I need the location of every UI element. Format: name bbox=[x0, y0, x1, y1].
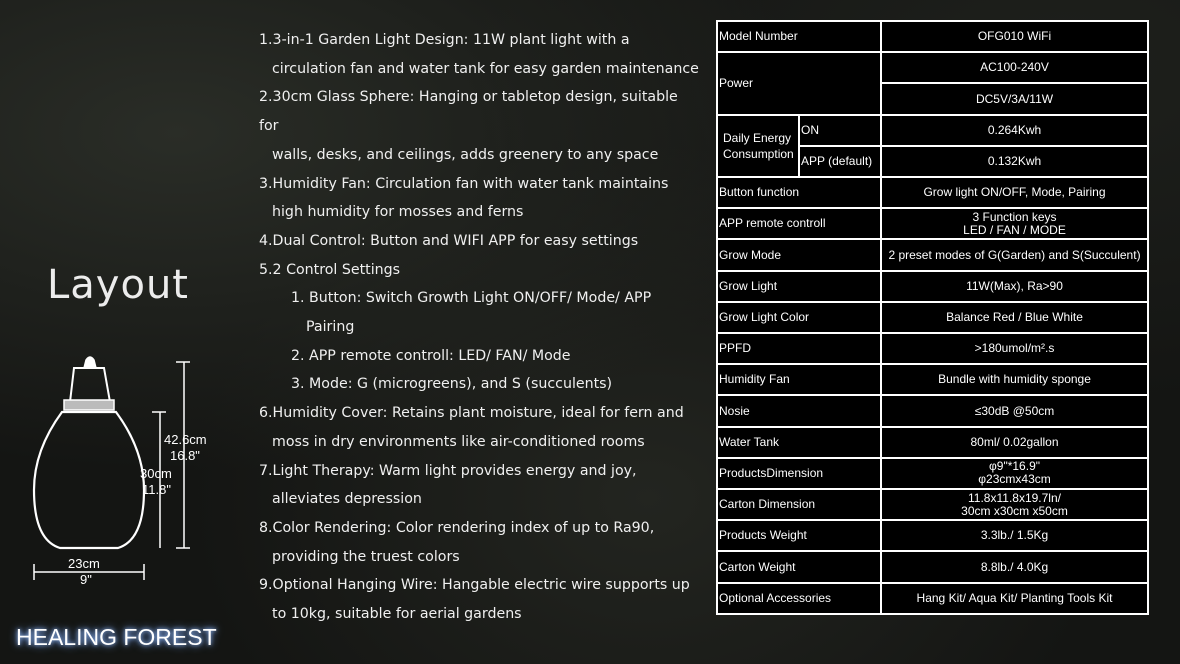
table-row: DC5V/3A/11W bbox=[717, 83, 1148, 114]
product-dimension-diagram bbox=[20, 350, 220, 590]
sub-feature-item-1: 1. Button: Switch Growth Light ON/OFF/ Mode/ APP Pairing bbox=[291, 290, 652, 336]
feature-item-5: 5.2 Control Settings bbox=[259, 261, 401, 278]
lamp-collar-shape bbox=[64, 400, 114, 410]
feature-item-7: 7.Light Therapy: Warm light provides energy and joy, alleviates depression bbox=[259, 462, 637, 508]
lamp-hook-shape bbox=[84, 357, 96, 368]
table-row: Carton Weight 8.8lb./ 4.0Kg bbox=[717, 551, 1148, 582]
table-row: Power AC100-240V bbox=[717, 52, 1148, 83]
feature-item-2: 2.30cm Glass Sphere: Hanging or tabletop design, suitable for walls, desks, and ceilings, adds greenery to any space bbox=[259, 89, 678, 163]
table-row: Model Number OFG010 WiFi bbox=[717, 21, 1148, 52]
layout-heading: Layout bbox=[47, 262, 189, 308]
table-row: APP remote controll 3 Function keys LED / FAN / MODE bbox=[717, 208, 1148, 239]
sphere-height-cm-label: 30cm bbox=[140, 466, 172, 481]
width-cm-label: 23cm bbox=[68, 556, 100, 571]
table-row: Grow Mode 2 preset modes of G(Garden) and S(Succulent) bbox=[717, 239, 1148, 270]
table-row: Daily Energy Consumption ON 0.264Kwh bbox=[717, 115, 1148, 146]
feature-item-1: 1.3-in-1 Garden Light Design: 11W plant light with a circulation fan and water tank for easy garden maintenance bbox=[259, 32, 699, 77]
table-row: ProductsDimension φ9"*16.9" φ23cmx43cm bbox=[717, 458, 1148, 489]
brand-logo: HEALING FOREST bbox=[16, 624, 217, 650]
table-row: Carton Dimension 11.8x11.8x19.7ln/ 30cm x30cm x50cm bbox=[717, 489, 1148, 520]
daily-energy-label: Daily Energy Consumption bbox=[717, 115, 799, 177]
glass-sphere-shape bbox=[34, 412, 144, 548]
feature-item-6: 6.Humidity Cover: Retains plant moisture, ideal for fern and moss in dry environments like air-conditioned rooms bbox=[259, 405, 684, 450]
sphere-height-in-label: 11.8" bbox=[142, 482, 171, 497]
sub-feature-item-3: 3. Mode: G (microgreens), and S (succulents) bbox=[291, 376, 613, 393]
table-row: Humidity Fan Bundle with humidity sponge bbox=[717, 364, 1148, 395]
feature-item-8: 8.Color Rendering: Color rendering index of up to Ra90, providing the truest colors bbox=[259, 519, 655, 565]
feature-item-4: 4.Dual Control: Button and WIFI APP for easy settings bbox=[259, 232, 639, 249]
table-row: Products Weight 3.3lb./ 1.5Kg bbox=[717, 520, 1148, 551]
feature-item-9: 9.Optional Hanging Wire: Hangable electric wire supports up to 10kg, suitable for aerial gardens bbox=[259, 577, 690, 623]
table-row: Optional Accessories Hang Kit/ Aqua Kit/ Planting Tools Kit bbox=[717, 583, 1148, 614]
feature-list bbox=[259, 26, 699, 629]
table-row: Nosie ≤30dB @50cm bbox=[717, 395, 1148, 426]
total-height-cm-label: 42.6cm bbox=[164, 432, 207, 447]
table-row: PPFD >180umol/m².s bbox=[717, 333, 1148, 364]
table-row: Grow Light Color Balance Red / Blue White bbox=[717, 302, 1148, 333]
lamp-cap-shape bbox=[70, 368, 110, 402]
table-row: Water Tank 80ml/ 0.02gallon bbox=[717, 427, 1148, 458]
spec-table bbox=[716, 20, 1149, 615]
sub-feature-item-2: 2. APP remote controll: LED/ FAN/ Mode bbox=[291, 347, 571, 364]
feature-item-3: 3.Humidity Fan: Circulation fan with water tank maintains high humidity for mosses and ferns bbox=[259, 175, 669, 221]
table-row: Grow Light 11W(Max), Ra>90 bbox=[717, 271, 1148, 302]
width-in-label: 9" bbox=[80, 572, 92, 587]
table-row: Button function Grow light ON/OFF, Mode, Pairing bbox=[717, 177, 1148, 208]
total-height-in-label: 16.8" bbox=[170, 448, 200, 463]
table-row: APP (default) 0.132Kwh bbox=[717, 146, 1148, 177]
